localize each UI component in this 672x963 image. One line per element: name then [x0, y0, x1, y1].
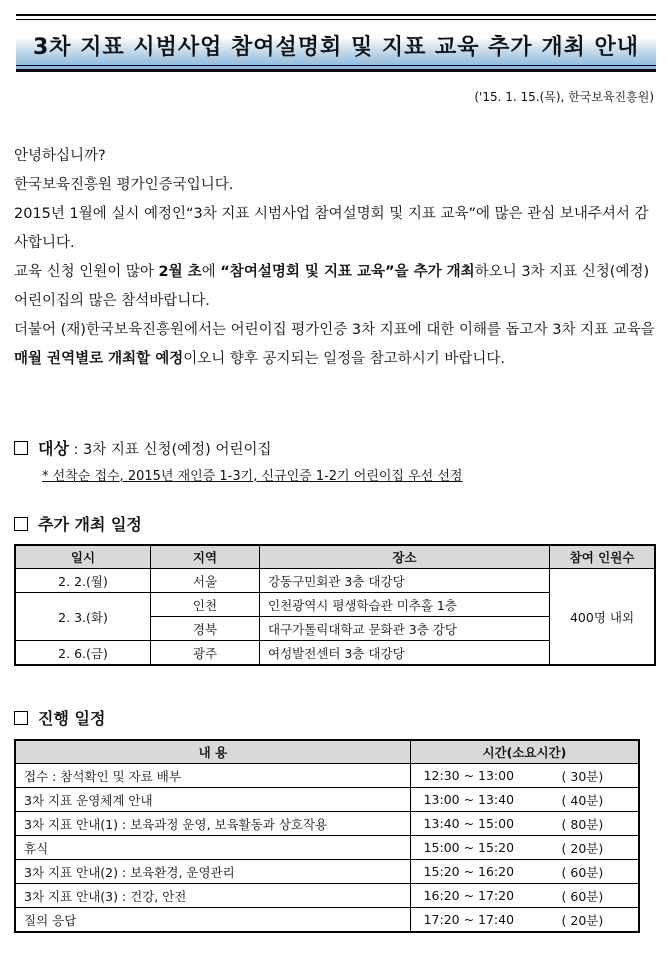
- header-content: 내 용: [15, 740, 410, 764]
- table-row: [15, 764, 639, 788]
- header-date: 일시: [15, 545, 151, 569]
- monthly-training-paragraph: 더불어 (재)한국보육진흥원에서는 어린이집 평가인증 3차 지표에 대한 이해를 돕고자 3차 지표 교육을 매월 권역별로 개최할 예정이오니 향후 공지되는 일정을 참고하시기 바랍니다.: [14, 322, 655, 367]
- row-time: 16:20 ~ 17:20: [410, 884, 527, 908]
- header-time: 시간(소요시간): [410, 740, 639, 764]
- additional-session-paragraph: 교육 신청 인원이 많아 2월 초에 “참여설명회 및 지표 교육”을 추가 개최하오니 3차 지표 신청(예정) 어린이집의 많은 참석바랍니다.: [14, 264, 650, 309]
- title-banner: [16, 14, 656, 72]
- row-time: 15:20 ~ 16:20: [410, 860, 527, 884]
- table-header-row: [15, 740, 639, 764]
- header-region: 지역: [151, 545, 260, 569]
- row-time: 17:20 ~ 17:40: [410, 908, 527, 933]
- table-row: [15, 860, 639, 884]
- row-duration: ( 20분): [527, 908, 639, 933]
- program-section-heading: 진행 일정: [14, 706, 105, 729]
- row-capacity: 400명 내외: [550, 569, 656, 666]
- row-content: 휴식: [15, 836, 410, 860]
- table-row: [15, 812, 639, 836]
- row-date: 2. 3.(화): [15, 593, 151, 641]
- row-duration: ( 40분): [527, 788, 639, 812]
- row-duration: ( 30분): [527, 764, 639, 788]
- page-title: 3차 지표 시범사업 참여설명회 및 지표 교육 추가 개최 안내: [32, 35, 640, 60]
- row-venue: 인천광역시 평생학습관 미추홀 1층: [260, 593, 550, 617]
- header-venue: 장소: [260, 545, 550, 569]
- row-content: 3차 지표 운영체계 안내: [15, 788, 410, 812]
- greeting: 안녕하십니까?: [14, 148, 106, 164]
- row-content: 3차 지표 안내(3) : 건강, 안전: [15, 884, 410, 908]
- priority-note: * 선착순 접수, 2015년 재인증 1-3기, 신규인증 1-2기 어린이집 우선 선정: [42, 469, 463, 484]
- row-time: 12:30 ~ 13:00: [410, 764, 527, 788]
- row-time: 15:00 ~ 15:20: [410, 836, 527, 860]
- row-time: 13:00 ~ 13:40: [410, 788, 527, 812]
- table-row: [15, 569, 655, 593]
- checkbox-square-icon: [14, 711, 28, 725]
- intro: 한국보육진흥원 평가인증국입니다.: [14, 177, 234, 193]
- row-content: 질의 응답: [15, 908, 410, 933]
- date-line: ('15. 1. 15.(목), 한국보육진흥원): [474, 90, 654, 104]
- row-venue: 대구가톨릭대학교 문화관 3층 강당: [260, 617, 550, 641]
- row-content: 접수 : 참석확인 및 자료 배부: [15, 764, 410, 788]
- row-duration: ( 60분): [527, 884, 639, 908]
- checkbox-square-icon: [14, 441, 28, 455]
- row-region: 인천: [151, 593, 260, 617]
- row-region: 서울: [151, 569, 260, 593]
- table-row: [15, 884, 639, 908]
- program-table: [14, 739, 640, 933]
- row-content: 3차 지표 안내(1) : 보육과정 운영, 보육활동과 상호작용: [15, 812, 410, 836]
- table-row: [15, 908, 639, 933]
- row-duration: ( 20분): [527, 836, 639, 860]
- checkbox-square-icon: [14, 517, 28, 531]
- row-duration: ( 80분): [527, 812, 639, 836]
- schedule-section-heading: 추가 개최 일정: [14, 512, 142, 535]
- table-header-row: [15, 545, 655, 569]
- row-venue: 여성발전센터 3층 대강당: [260, 641, 550, 666]
- row-region: 경북: [151, 617, 260, 641]
- row-date: 2. 6.(금): [15, 641, 151, 666]
- row-time: 13:40 ~ 15:00: [410, 812, 527, 836]
- table-row: [15, 836, 639, 860]
- thanks-paragraph: 2015년 1월에 실시 예정인“3차 지표 시범사업 참여설명회 및 지표 교육”에 많은 관심 보내주셔서 감사합니다.: [14, 206, 649, 251]
- row-content: 3차 지표 안내(2) : 보육환경, 운영관리: [15, 860, 410, 884]
- row-date: 2. 2.(월): [15, 569, 151, 593]
- row-region: 광주: [151, 641, 260, 666]
- schedule-table: [14, 544, 656, 666]
- header-capacity: 참여 인원수: [550, 545, 656, 569]
- row-venue: 강동구민회관 3층 대강당: [260, 569, 550, 593]
- table-row: [15, 788, 639, 812]
- target-section: 대상 : 3차 지표 신청(예정) 어린이집: [14, 436, 271, 459]
- row-duration: ( 60분): [527, 860, 639, 884]
